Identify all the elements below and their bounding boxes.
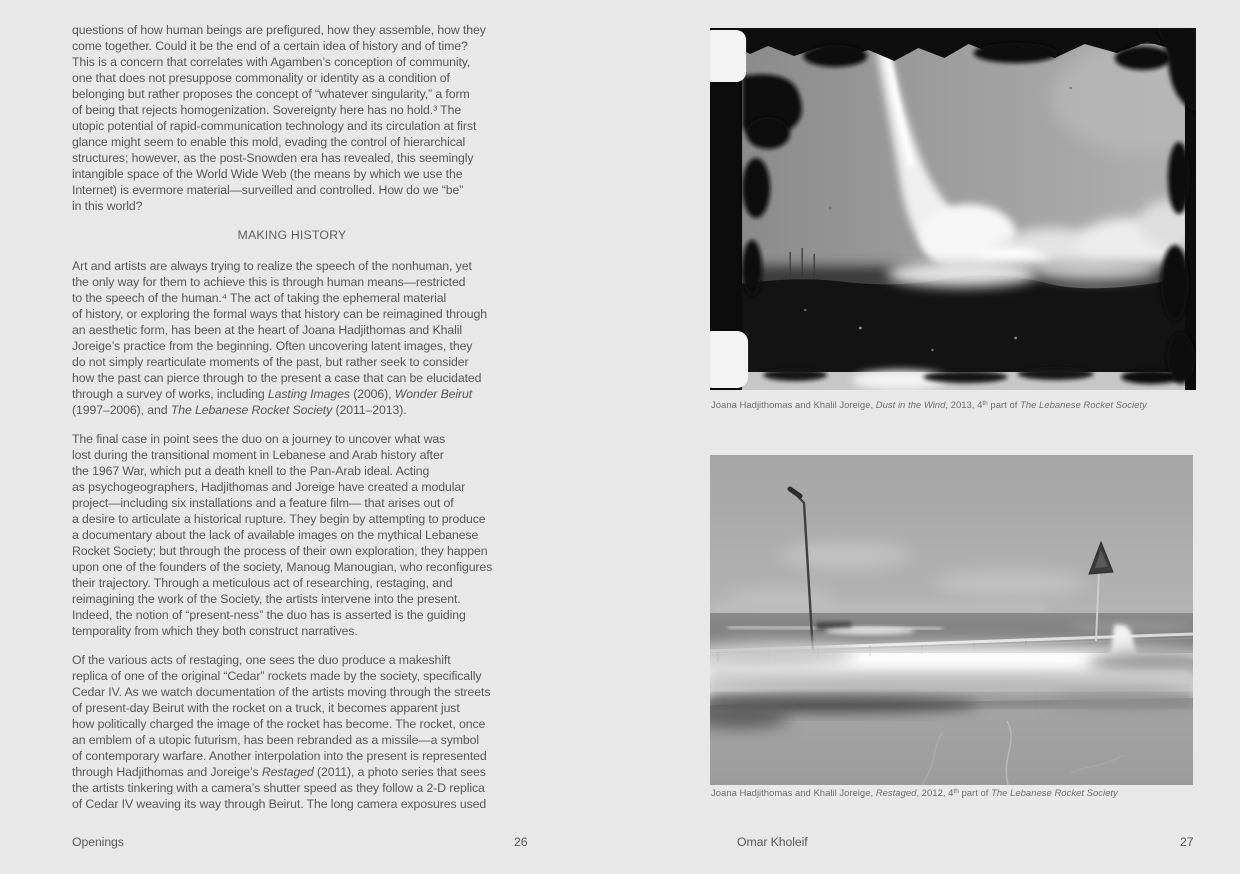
essay-paragraph-4: Of the various acts of restaging, one sees the duo produce a makeshift replica of one of the original “Cedar” rockets made by the society, specifically Cedar IV. As we watch documentation of the artists moving through the streets of present-day Beirut with the rocket on a truck, it becomes apparent just how politically charged the image of the rocket has become. The rocket, once an emblem of a utopic futurism, has been rebranded as a missile—a symbol of contemporary warfare. Another interpolation into the present is represented through Hadjithomas and Joreige’s Restaged (2011), a photo series that sees the artists tinkering with a camera’s shutter speed as they follow a 2-D replica of Cedar IV weaving its way through Beirut. The long camera exposures used	[72, 653, 491, 811]
restaged-photo-image	[710, 455, 1193, 785]
section-heading: MAKING HISTORY	[237, 228, 347, 242]
essay-paragraph-1: questions of how human beings are prefigured, how they assemble, how they come together. Could it be the end of a certain idea of history and of time? This is a concern that correlates with Agamben’s conception of community, one that does not presuppose commonality or identity as a condition of belonging but rather proposes the concept of “whatever singularity,” a form of being that rejects homogenization. Sovereignty here has no hold.³ The utopic potential of rapid-communication technology and its circulation at first glance might seem to enable this mold, evading the control of hierarchical structures; however, as the post-Snowden era has revealed, this seemingly intangible space of the World Wide Web (the means by which we use the Internet) is evermore material—surveilled and controlled. How do we “be” in this world?	[72, 23, 486, 213]
running-head-section: Openings	[72, 835, 124, 849]
dust-in-the-wind-film-still-image	[710, 28, 1196, 390]
figure-caption-dust-in-the-wind: Joana Hadjithomas and Khalil Joreige, Dust in the Wind, 2013, 4th part of The Lebanese Rocket Society	[711, 400, 1147, 411]
figure-caption-restaged: Joana Hadjithomas and Khalil Joreige, Restaged, 2012, 4th part of The Lebanese Rocket Society	[711, 788, 1118, 799]
essay-text-column	[72, 22, 542, 825]
page-number-right: 27	[1180, 835, 1194, 849]
essay-paragraph-2: Art and artists are always trying to realize the speech of the nonhuman, yet the only way for them to achieve this is through human means—restricted to the speech of the human.⁴ The act of taking the ephemeral material of history, or exploring the formal ways that history can be reimagined through an aesthetic form, has been at the heart of Joana Hadjithomas and Khalil Joreige’s practice from the beginning. Often uncovering latent images, they do not simply rearticulate moments of the past, but rather seek to consider how the past can pierce through to the present a case that can be elucidated through a survey of works, including Lasting Images (2006), Wonder Beirut (1997–2006), and The Lebanese Rocket Society (2011–2013).	[72, 259, 487, 417]
film-sprocket-hole-bottom	[710, 331, 748, 388]
running-head-author: Omar Kholeif	[737, 835, 808, 849]
film-sprocket-hole-top	[710, 30, 746, 82]
page-number-left: 26	[514, 835, 528, 849]
essay-paragraph-3: The final case in point sees the duo on a journey to uncover what was lost during the transitional moment in Lebanese and Arab history after the 1967 War, which put a death knell to the Pan-Arab ideal. Acting as psychogeographers, Hadjithomas and Joreige have created a modular project—including six installations and a feature film— that arises out of a desire to articulate a historical rupture. They begin by attempting to produce a documentary about the lack of available images on the mythical Lebanese Rocket Society; but through the process of their own exploration, they happen upon one of the founders of the society, Manoug Manougian, who reconfigures their trajectory. Through a meticulous act of researching, restaging, and reimagining the work of the Society, the artists intervene into the present. Indeed, the notion of “present-ness” the duo has is asserted is the guiding temporality from which they both construct narratives.	[72, 432, 493, 638]
